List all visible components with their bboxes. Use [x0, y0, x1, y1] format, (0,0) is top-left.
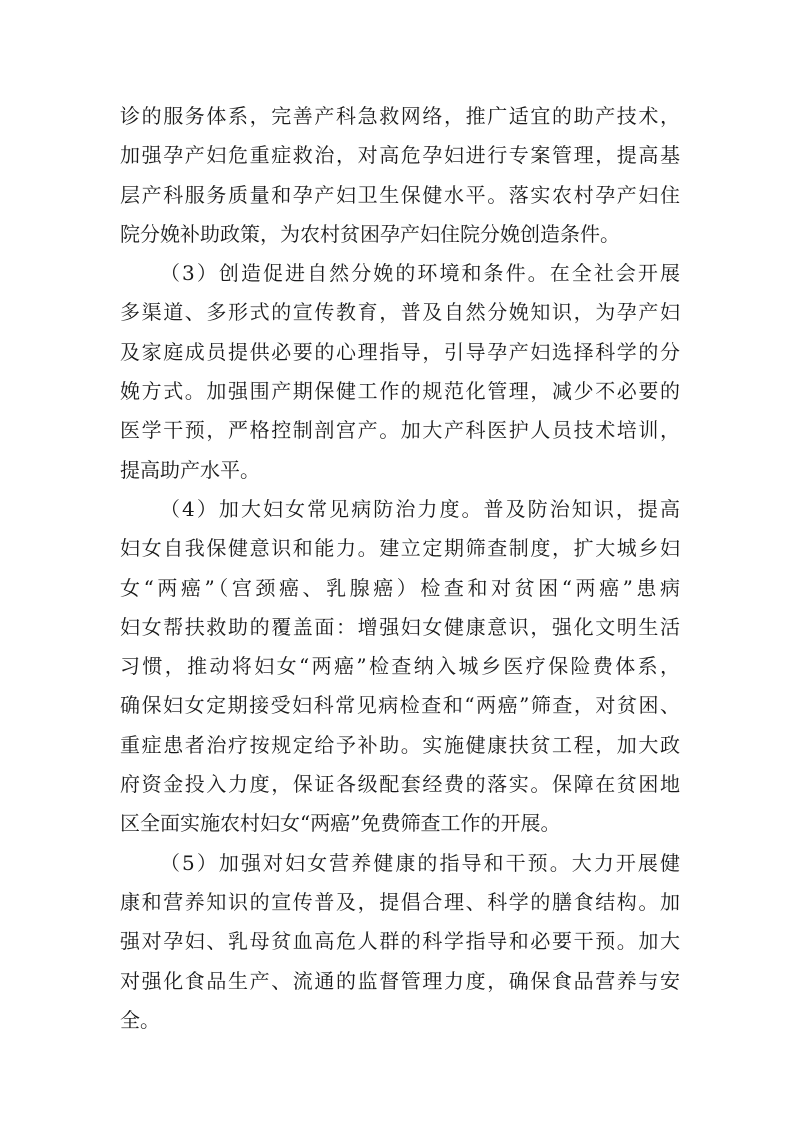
- text-line: 及家庭成员提供必要的心理指导，引导孕产妇选择科学的分: [120, 339, 680, 364]
- text-line: 对强化食品生产、流通的监督管理力度，确保食品营养与安: [120, 968, 680, 993]
- text-line: 提高助产水平。: [120, 457, 260, 482]
- body-text: [120, 97, 680, 1040]
- text-line: 层产科服务质量和孕产妇卫生保健水平。落实农村孕产妇住: [120, 182, 680, 207]
- paragraph-first-line: （4）加大妇女常见病防治力度。普及防治知识，提高: [160, 496, 680, 521]
- text-line: 习惯，推动将妇女“两癌”检查纳入城乡医疗保险费体系，: [120, 654, 680, 679]
- text-line: 确保妇女定期接受妇科常见病检查和“两癌”筛查，对贫困、: [120, 693, 680, 718]
- text-line: 医学干预，严格控制剖宫产。加大产科医护人员技术培训，: [120, 418, 680, 443]
- text-line: 妇女帮扶救助的覆盖面：增强妇女健康意识，强化文明生活: [120, 614, 680, 639]
- text-line: 重症患者治疗按规定给予补助。实施健康扶贫工程，加大政: [120, 732, 680, 757]
- text-line: 多渠道、多形式的宣传教育，普及自然分娩知识，为孕产妇: [120, 300, 680, 325]
- text-line: 诊的服务体系，完善产科急救网络，推广适宜的助产技术，: [120, 104, 680, 128]
- text-line: 女“两癌”（宫颈癌、乳腺癌）检查和对贫困“两癌”患病: [120, 575, 680, 600]
- text-line: 强对孕妇、乳母贫血高危人群的科学指导和必要干预。加大: [120, 929, 680, 954]
- text-line: 院分娩补助政策，为农村贫困孕产妇住院分娩创造条件。: [120, 221, 620, 246]
- text-line: 妇女自我保健意识和能力。建立定期筛查制度，扩大城乡妇: [120, 536, 680, 561]
- text-line: 区全面实施农村妇女“两癌”免费筛查工作的开展。: [120, 811, 561, 836]
- paragraph-first-line: （3）创造促进自然分娩的环境和条件。在全社会开展: [160, 261, 680, 286]
- text-line: 全。: [120, 1007, 160, 1032]
- text-line: 加强孕产妇危重症救治，对高危孕妇进行专案管理，提高基: [120, 143, 680, 168]
- text-line: 府资金投入力度，保证各级配套经费的落实。保障在贫困地: [120, 772, 680, 797]
- paragraph-first-line: （5）加强对妇女营养健康的指导和干预。大力开展健: [160, 850, 680, 875]
- text-line: 娩方式。加强围产期保健工作的规范化管理，减少不必要的: [120, 379, 680, 404]
- text-line: 康和营养知识的宣传普及，提倡合理、科学的膳食结构。加: [120, 889, 680, 914]
